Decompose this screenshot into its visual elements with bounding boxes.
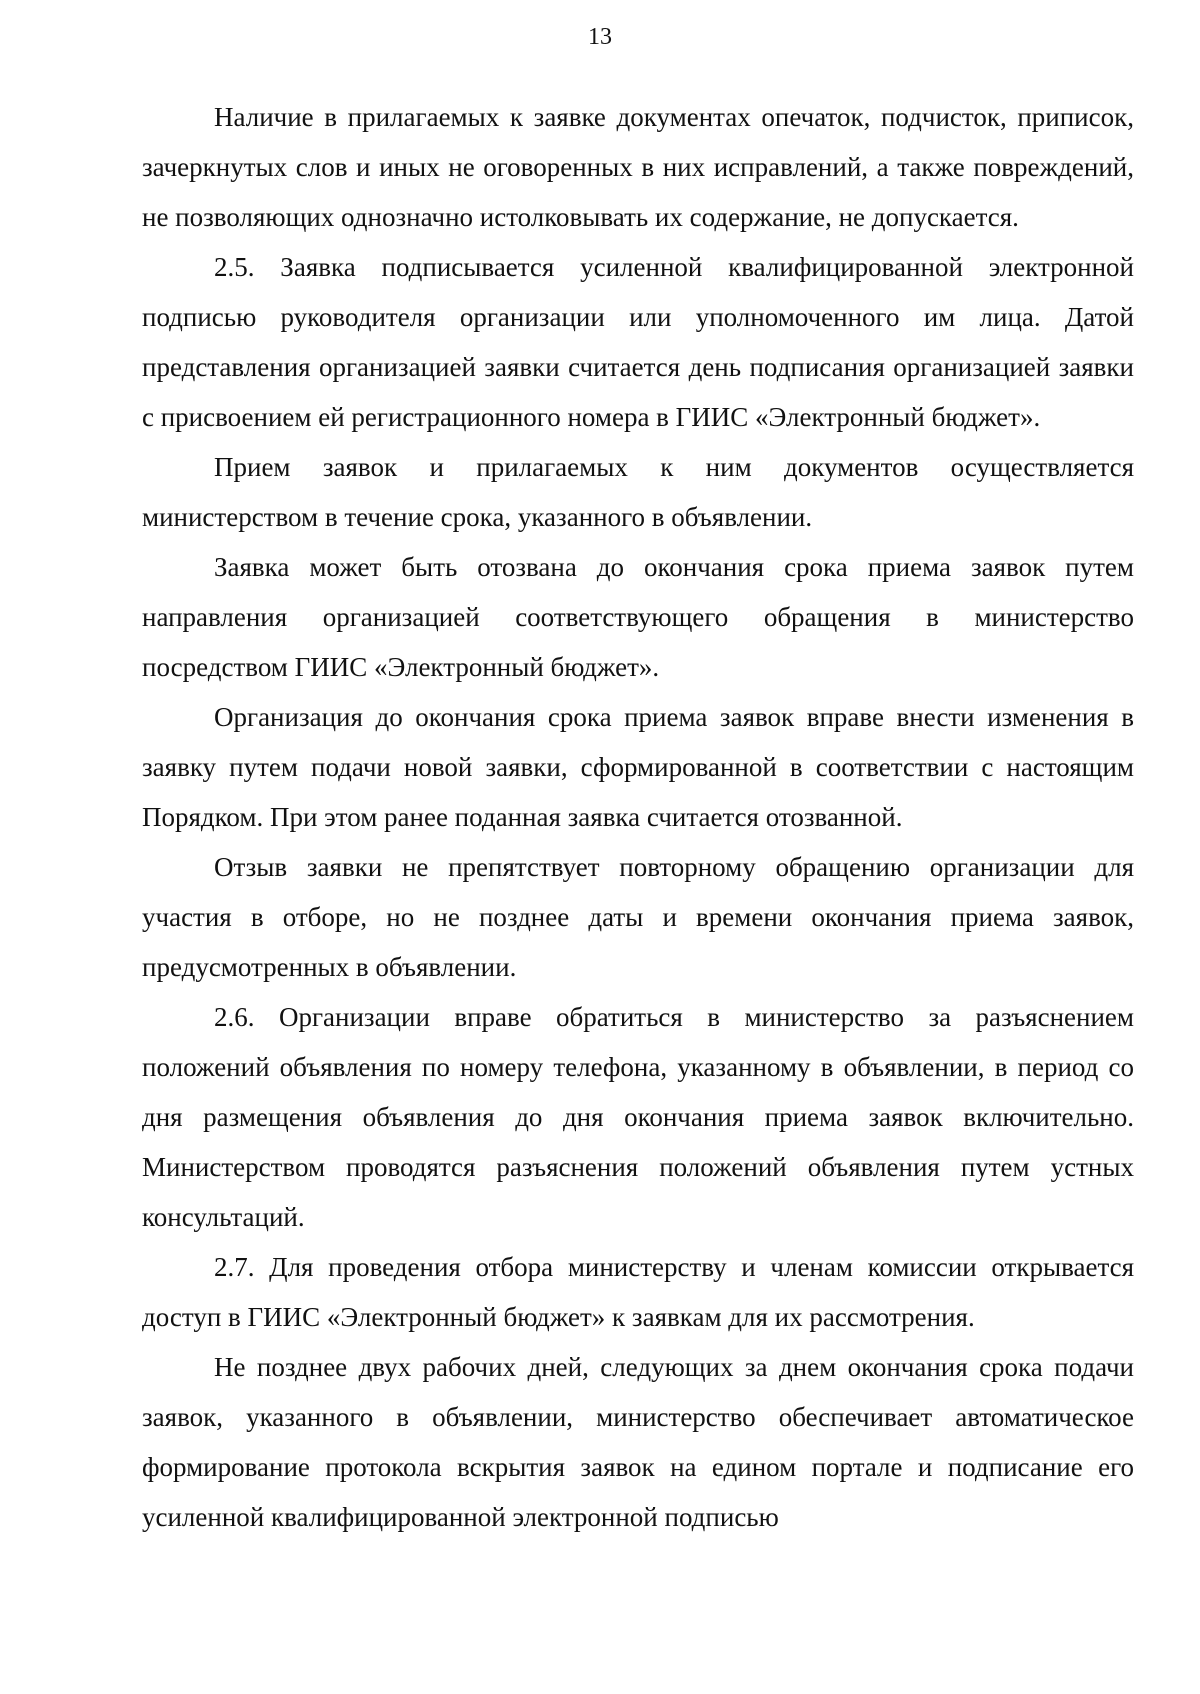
- paragraph-withdrawal-effect: Отзыв заявки не препятствует повторному обращению организации для участия в отборе, но не позднее даты и времени окончания приема заявок, предусмотренных в объявлении.: [142, 852, 1134, 982]
- paragraph-2-5-signature: 2.5. Заявка подписывается усиленной квалифицированной электронной подписью руководителя организации или уполномоченного им лица. Датой представления организацией заявки считается день подписания организацией заявки с присвоением ей регистрационного номера в ГИИС «Электронный бюджет».: [142, 252, 1134, 432]
- paragraph-application-changes: Организация до окончания срока приема заявок вправе внести изменения в заявку путем подачи новой заявки, сформированной в соответствии с настоящим Порядком. При этом ранее поданная заявка считается отозванной.: [142, 702, 1134, 832]
- page-number: 13: [588, 24, 612, 50]
- paragraph-2-6-clarifications: 2.6. Организации вправе обратиться в министерство за разъяснением положений объявления по номеру телефона, указанному в объявлении, в период со дня размещения объявления до дня окончания приема заявок включительно. Министерством проводятся разъяснения положений объявления путем устных консультаций.: [142, 1002, 1134, 1232]
- paragraph-2-7-access: 2.7. Для проведения отбора министерству и членам комиссии открывается доступ в ГИИС «Электронный бюджет» к заявкам для их рассмотрения.: [142, 1252, 1134, 1332]
- paragraph-document-errors: Наличие в прилагаемых к заявке документах опечаток, подчисток, приписок, зачеркнутых слов и иных не оговоренных в них исправлений, а также повреждений, не позволяющих однозначно истолковывать их содержание, не допускается.: [142, 102, 1134, 232]
- paragraph-application-acceptance: Прием заявок и прилагаемых к ним документов осуществляется министерством в течение срока, указанного в объявлении.: [142, 452, 1134, 532]
- paragraph-application-withdrawal: Заявка может быть отозвана до окончания срока приема заявок путем направления организацией соответствующего обращения в министерство посредством ГИИС «Электронный бюджет».: [142, 552, 1134, 682]
- document-body: [142, 92, 1134, 1542]
- paragraph-opening-protocol: Не позднее двух рабочих дней, следующих за днем окончания срока подачи заявок, указанного в объявлении, министерство обеспечивает автоматическое формирование протокола вскрытия заявок на едином портале и подписание его усиленной квалифицированной электронной подписью: [142, 1352, 1134, 1532]
